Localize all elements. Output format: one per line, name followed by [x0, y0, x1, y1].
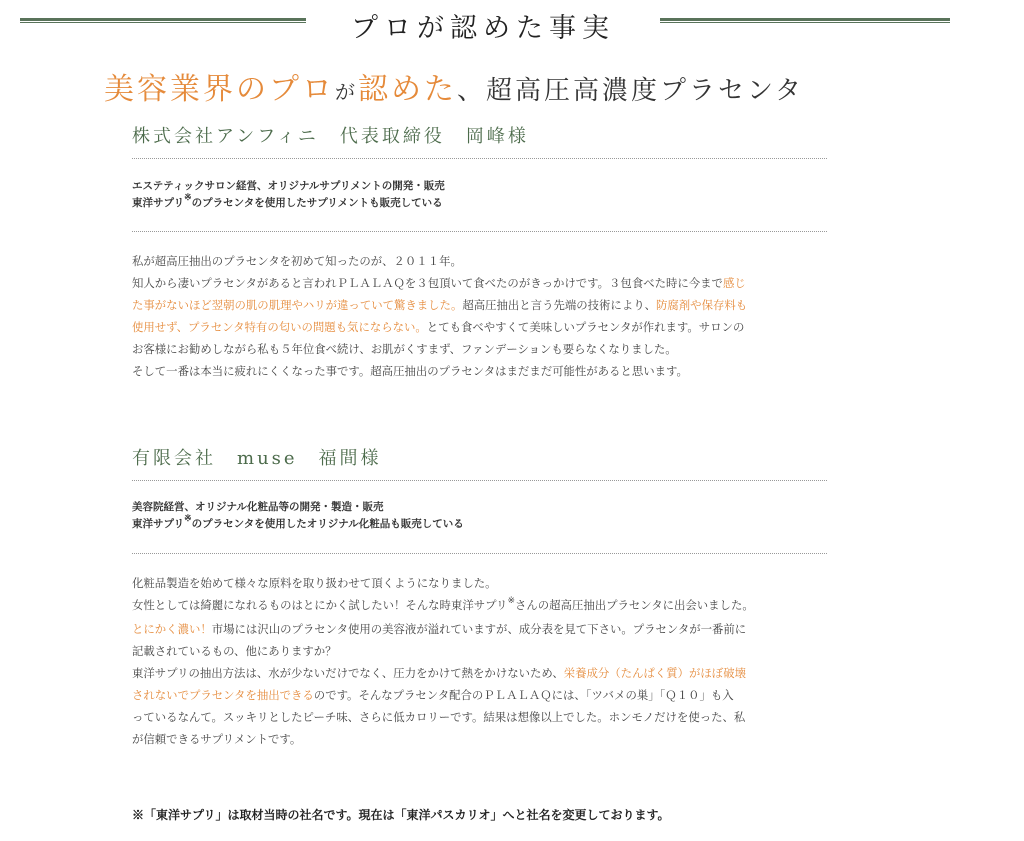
- footnote: ※「東洋サプリ」は取材当時の社名です。現在は「東洋パスカリオ」へと社名を変更しております。: [132, 808, 670, 822]
- body-line: 私が超高圧抽出のプラセンタを初めて知ったのが、２０１１年。: [132, 254, 462, 268]
- highlight-text: た事がないほど翌朝の肌の肌理やハリが違っていて驚きました。: [132, 298, 463, 312]
- testimonial-1-desc-line-1: エステティックサロン経営、オリジナルサプリメントの開発・販売: [132, 180, 445, 192]
- body-line: っているなんて。スッキリとしたピーチ味、さらに低カロリーです。結果は想像以上でした。ホンモノだけを使った、私: [132, 710, 746, 724]
- desc-text: のプラセンタを使用したサプリメントも販売している: [191, 197, 443, 209]
- testimonial-1-divider-top: [132, 158, 827, 159]
- highlight-text: 使用せず、プラセンタ特有の匂いの問題も気にならない。: [132, 320, 427, 334]
- footnote-mark: ※: [184, 193, 192, 203]
- body-line: 使用せず、プラセンタ特有の匂いの問題も気にならない。とても食べやすくて美味しいプラセンタが作れます。サロンの: [132, 320, 745, 334]
- testimonial-1-company: 株式会社アンフィニ 代表取締役 岡峰様: [132, 126, 529, 147]
- testimonial-2-desc-line-2: [132, 516, 464, 534]
- headline: [104, 64, 884, 108]
- headline-part-placenta: 、超高圧高濃度プラセンタ: [457, 76, 804, 106]
- body-line: 東洋サプリの抽出方法は、水が少ないだけでなく、圧力をかけて熱をかけないため、栄養成分（たんぱく質）がほぼ破壊: [132, 666, 746, 680]
- body-line: た事がないほど翌朝の肌の肌理やハリが違っていて驚きました。超高圧抽出と言う先端の技術により、防腐剤や保存料も: [132, 298, 748, 312]
- body-line: 記載されているもの、他にありますか？: [132, 644, 337, 658]
- highlight-text: されないでプラセンタを抽出できる: [132, 688, 314, 702]
- desc-text: のプラセンタを使用したオリジナル化粧品も販売している: [191, 518, 464, 530]
- desc-company-name: 東洋サプリ: [132, 197, 185, 209]
- headline-part-pro: 美容業界のプロ: [104, 72, 335, 107]
- body-line: 知人から凄いプラセンタがあると言われＰＬＡＬＡＱを３包頂いて食べたのがきっかけです。３包食べた時に今まで感じ: [132, 276, 746, 290]
- body-line: が信頼できるサプリメントです。: [132, 732, 302, 746]
- highlight-text: とにかく濃い！: [132, 622, 212, 636]
- highlight-text: 感じ: [722, 276, 746, 290]
- header-rule-left: [20, 18, 306, 23]
- body-line: 女性としては綺麗になれるものはとにかく試したい！そんな時東洋サプリ※さんの超高圧抽出プラセンタに出会いました。: [132, 596, 754, 612]
- section-header: [0, 6, 1024, 42]
- highlight-text: 防腐剤や保存料も: [656, 298, 748, 312]
- testimonial-1-body: [132, 250, 832, 382]
- testimonial-2-body: [132, 572, 832, 750]
- testimonial-1-description: [132, 178, 445, 213]
- testimonial-2-divider-bottom: [132, 553, 827, 554]
- testimonial-1-desc-line-2: [132, 195, 445, 213]
- body-line: とにかく濃い！市場には沢山のプラセンタ使用の美容液が溢れていますが、成分表を見て下さい。プラセンタが一番前に: [132, 622, 747, 636]
- highlight-text: 栄養成分（たんぱく質）がほぼ破壊: [563, 666, 746, 680]
- section-title: プロが認めた事実: [351, 13, 615, 44]
- testimonial-2-desc-line-1: 美容院経営、オリジナル化粧品等の開発・製造・販売: [132, 501, 384, 513]
- testimonial-1-divider-bottom: [132, 231, 827, 232]
- footnote-mark: ※: [184, 514, 192, 524]
- desc-company-name: 東洋サプリ: [132, 518, 185, 530]
- testimonial-2-company: 有限会社 muse 福間様: [132, 448, 382, 469]
- body-line: お客様にお勧めしながら私も５年位食べ続け、お肌がくすまず、ファンデーションも要らなくなりました。: [132, 342, 677, 356]
- testimonial-2-description: [132, 499, 464, 534]
- header-rule-right: [660, 18, 950, 23]
- body-line: されないでプラセンタを抽出できるのです。そんなプラセンタ配合のＰＬＡＬＡＱには、「ツバメの巣」「Ｑ１０」も入: [132, 688, 734, 702]
- body-line: 化粧品製造を始めて様々な原料を取り扱わせて頂くようになりました。: [132, 576, 497, 590]
- footnote-mark: ※: [507, 596, 515, 606]
- headline-part-mitometa: 認めた: [358, 72, 457, 107]
- body-line: そして一番は本当に疲れにくくなった事です。超高圧抽出のプラセンタはまだまだ可能性があると思います。: [132, 364, 688, 378]
- testimonial-2-divider-top: [132, 480, 827, 481]
- headline-part-ga: が: [335, 80, 358, 104]
